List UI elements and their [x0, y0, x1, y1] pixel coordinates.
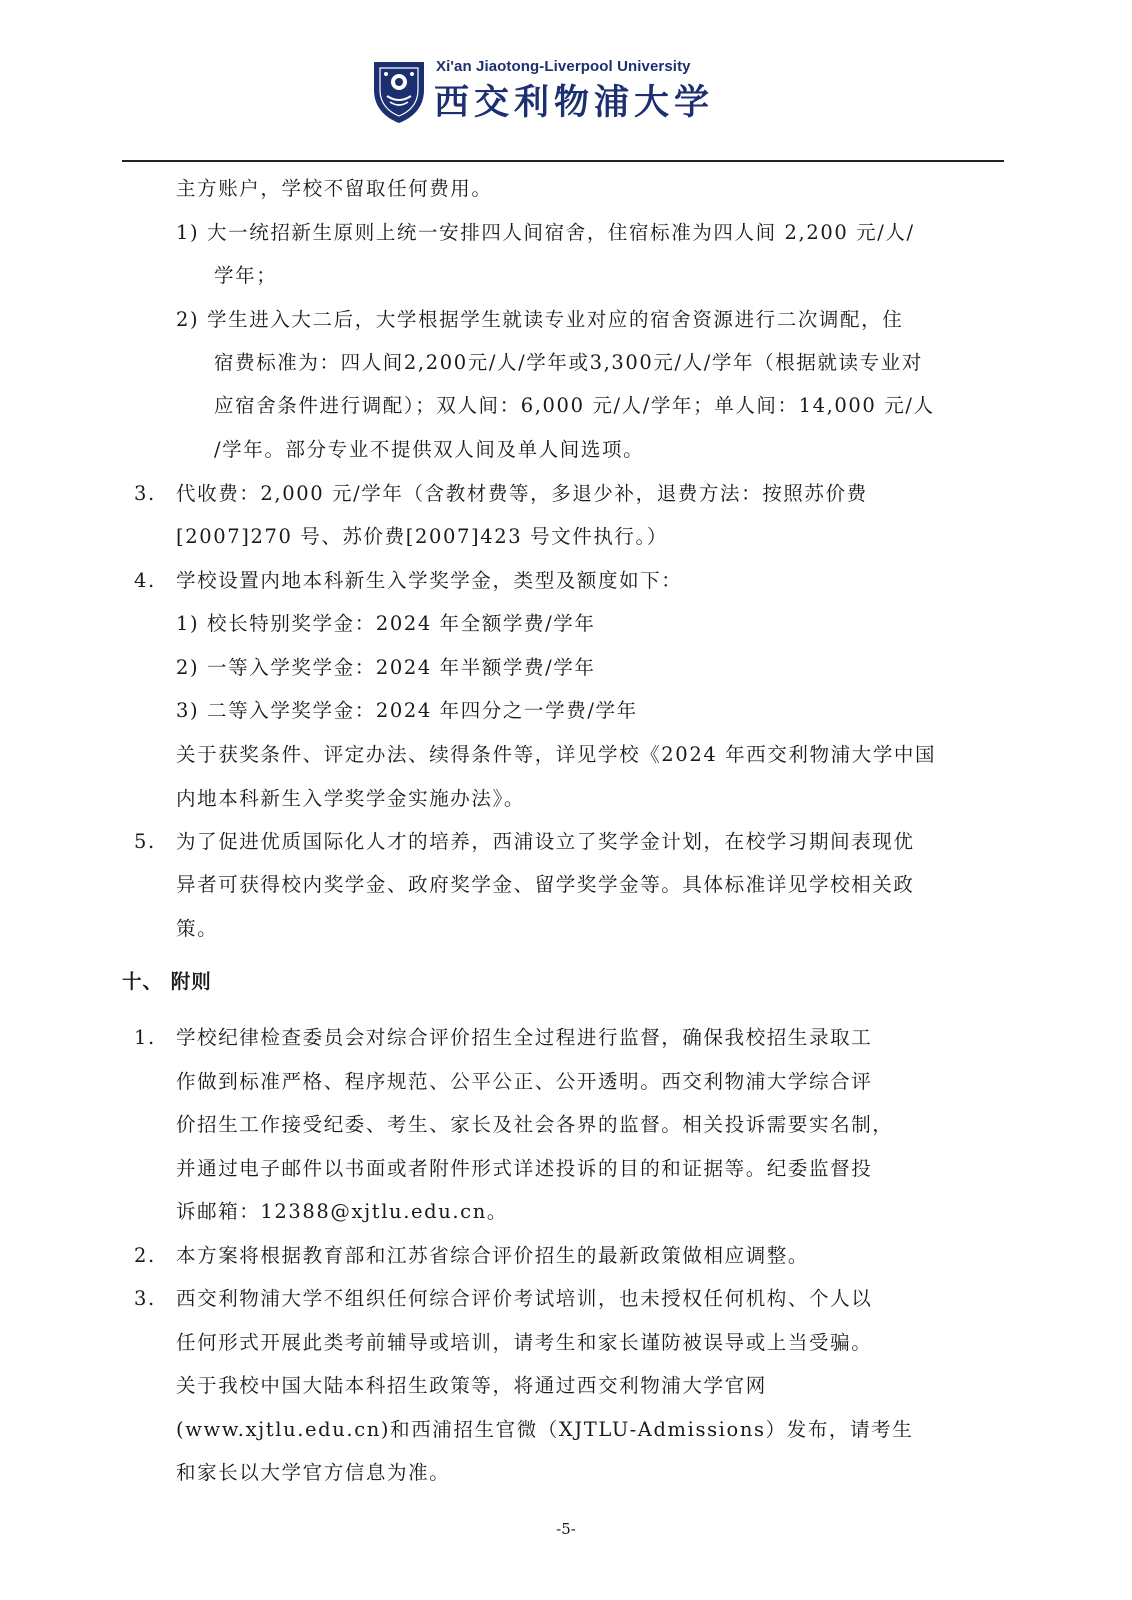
- text-line: 本方案将根据教育部和江苏省综合评价招生的最新政策做相应调整。: [176, 1244, 810, 1267]
- text-line: 关于获奖条件、评定办法、续得条件等，详见学校《2024 年西交利物浦大学中国: [176, 743, 937, 766]
- text-line: 任何形式开展此类考前辅导或培训，请考生和家长谨防被误导或上当受骗。: [176, 1331, 873, 1354]
- text-line: (www.xjtlu.edu.cn)和西浦招生官微（XJTLU-Admissions）发布，请考生: [176, 1418, 914, 1441]
- text-line: 代收费：2,000 元/学年（含教材费等，多退少补，退费方法：按照苏价费: [176, 482, 868, 505]
- text-line: 并通过电子邮件以书面或者附件形式详述投诉的目的和证据等。纪委监督投: [176, 1157, 873, 1180]
- university-crest-icon: [372, 60, 426, 124]
- university-name-en: Xi'an Jiaotong-Liverpool University: [436, 58, 691, 75]
- list-number: 3.: [134, 1287, 156, 1310]
- text-line: 主方账户，学校不留取任何费用。: [176, 177, 493, 200]
- text-line: 和家长以大学官方信息为准。: [176, 1461, 451, 1484]
- text-line: [2007]270 号、苏价费[2007]423 号文件执行。）: [176, 525, 668, 548]
- text-line: 诉邮箱：12388@xjtlu.edu.cn。: [176, 1200, 508, 1223]
- text-line: 作做到标准严格、程序规范、公平公正、公开透明。西交利物浦大学综合评: [176, 1070, 873, 1093]
- text-line: 1) 大一统招新生原则上统一安排四人间宿舍，住宿标准为四人间 2,200 元/人/: [176, 221, 915, 244]
- list-number: 1.: [134, 1026, 156, 1049]
- list-number: 2.: [134, 1244, 156, 1267]
- text-line: 2) 学生进入大二后，大学根据学生就读专业对应的宿舍资源进行二次调配，住: [176, 308, 904, 331]
- page-number: -5-: [556, 1520, 576, 1538]
- text-line: 为了促进优质国际化人才的培养，西浦设立了奖学金计划，在校学习期间表现优: [176, 830, 915, 853]
- text-line: 西交利物浦大学不组织任何综合评价考试培训，也未授权任何机构、个人以: [176, 1287, 873, 1310]
- list-number: 4.: [134, 569, 156, 592]
- text-line: 策。: [176, 917, 219, 940]
- text-line: 3) 二等入学奖学金：2024 年四分之一学费/学年: [176, 699, 638, 722]
- text-line: 价招生工作接受纪委、考生、家长及社会各界的监督。相关投诉需要实名制，: [176, 1113, 894, 1136]
- text-line: /学年。部分专业不提供双人间及单人间选项。: [214, 438, 645, 461]
- university-name-cn: 西交利物浦大学: [434, 83, 715, 123]
- list-number: 3.: [134, 482, 156, 505]
- text-line: 异者可获得校内奖学金、政府奖学金、留学奖学金等。具体标准详见学校相关政: [176, 873, 915, 896]
- text-line: 2) 一等入学奖学金：2024 年半额学费/学年: [176, 656, 596, 679]
- text-line: 1) 校长特别奖学金：2024 年全额学费/学年: [176, 612, 596, 635]
- text-line: 学校纪律检查委员会对综合评价招生全过程进行监督，确保我校招生录取工: [176, 1026, 873, 1049]
- text-line: 学校设置内地本科新生入学奖学金，类型及额度如下：: [176, 569, 683, 592]
- university-header: [372, 56, 732, 130]
- text-line: 宿费标准为：四人间2,200元/人/学年或3,300元/人/学年（根据就读专业对: [214, 351, 923, 374]
- header-divider: [122, 160, 1004, 162]
- text-line: 关于我校中国大陆本科招生政策等，将通过西交利物浦大学官网: [176, 1374, 767, 1397]
- text-line: 应宿舍条件进行调配）；双人间：6,000 元/人/学年；单人间：14,000 元/人: [214, 394, 935, 417]
- text-line: 学年；: [214, 264, 278, 287]
- list-number: 5.: [134, 830, 156, 853]
- section-heading: 十、 附则: [122, 970, 212, 993]
- text-line: 内地本科新生入学奖学金实施办法》。: [176, 787, 525, 810]
